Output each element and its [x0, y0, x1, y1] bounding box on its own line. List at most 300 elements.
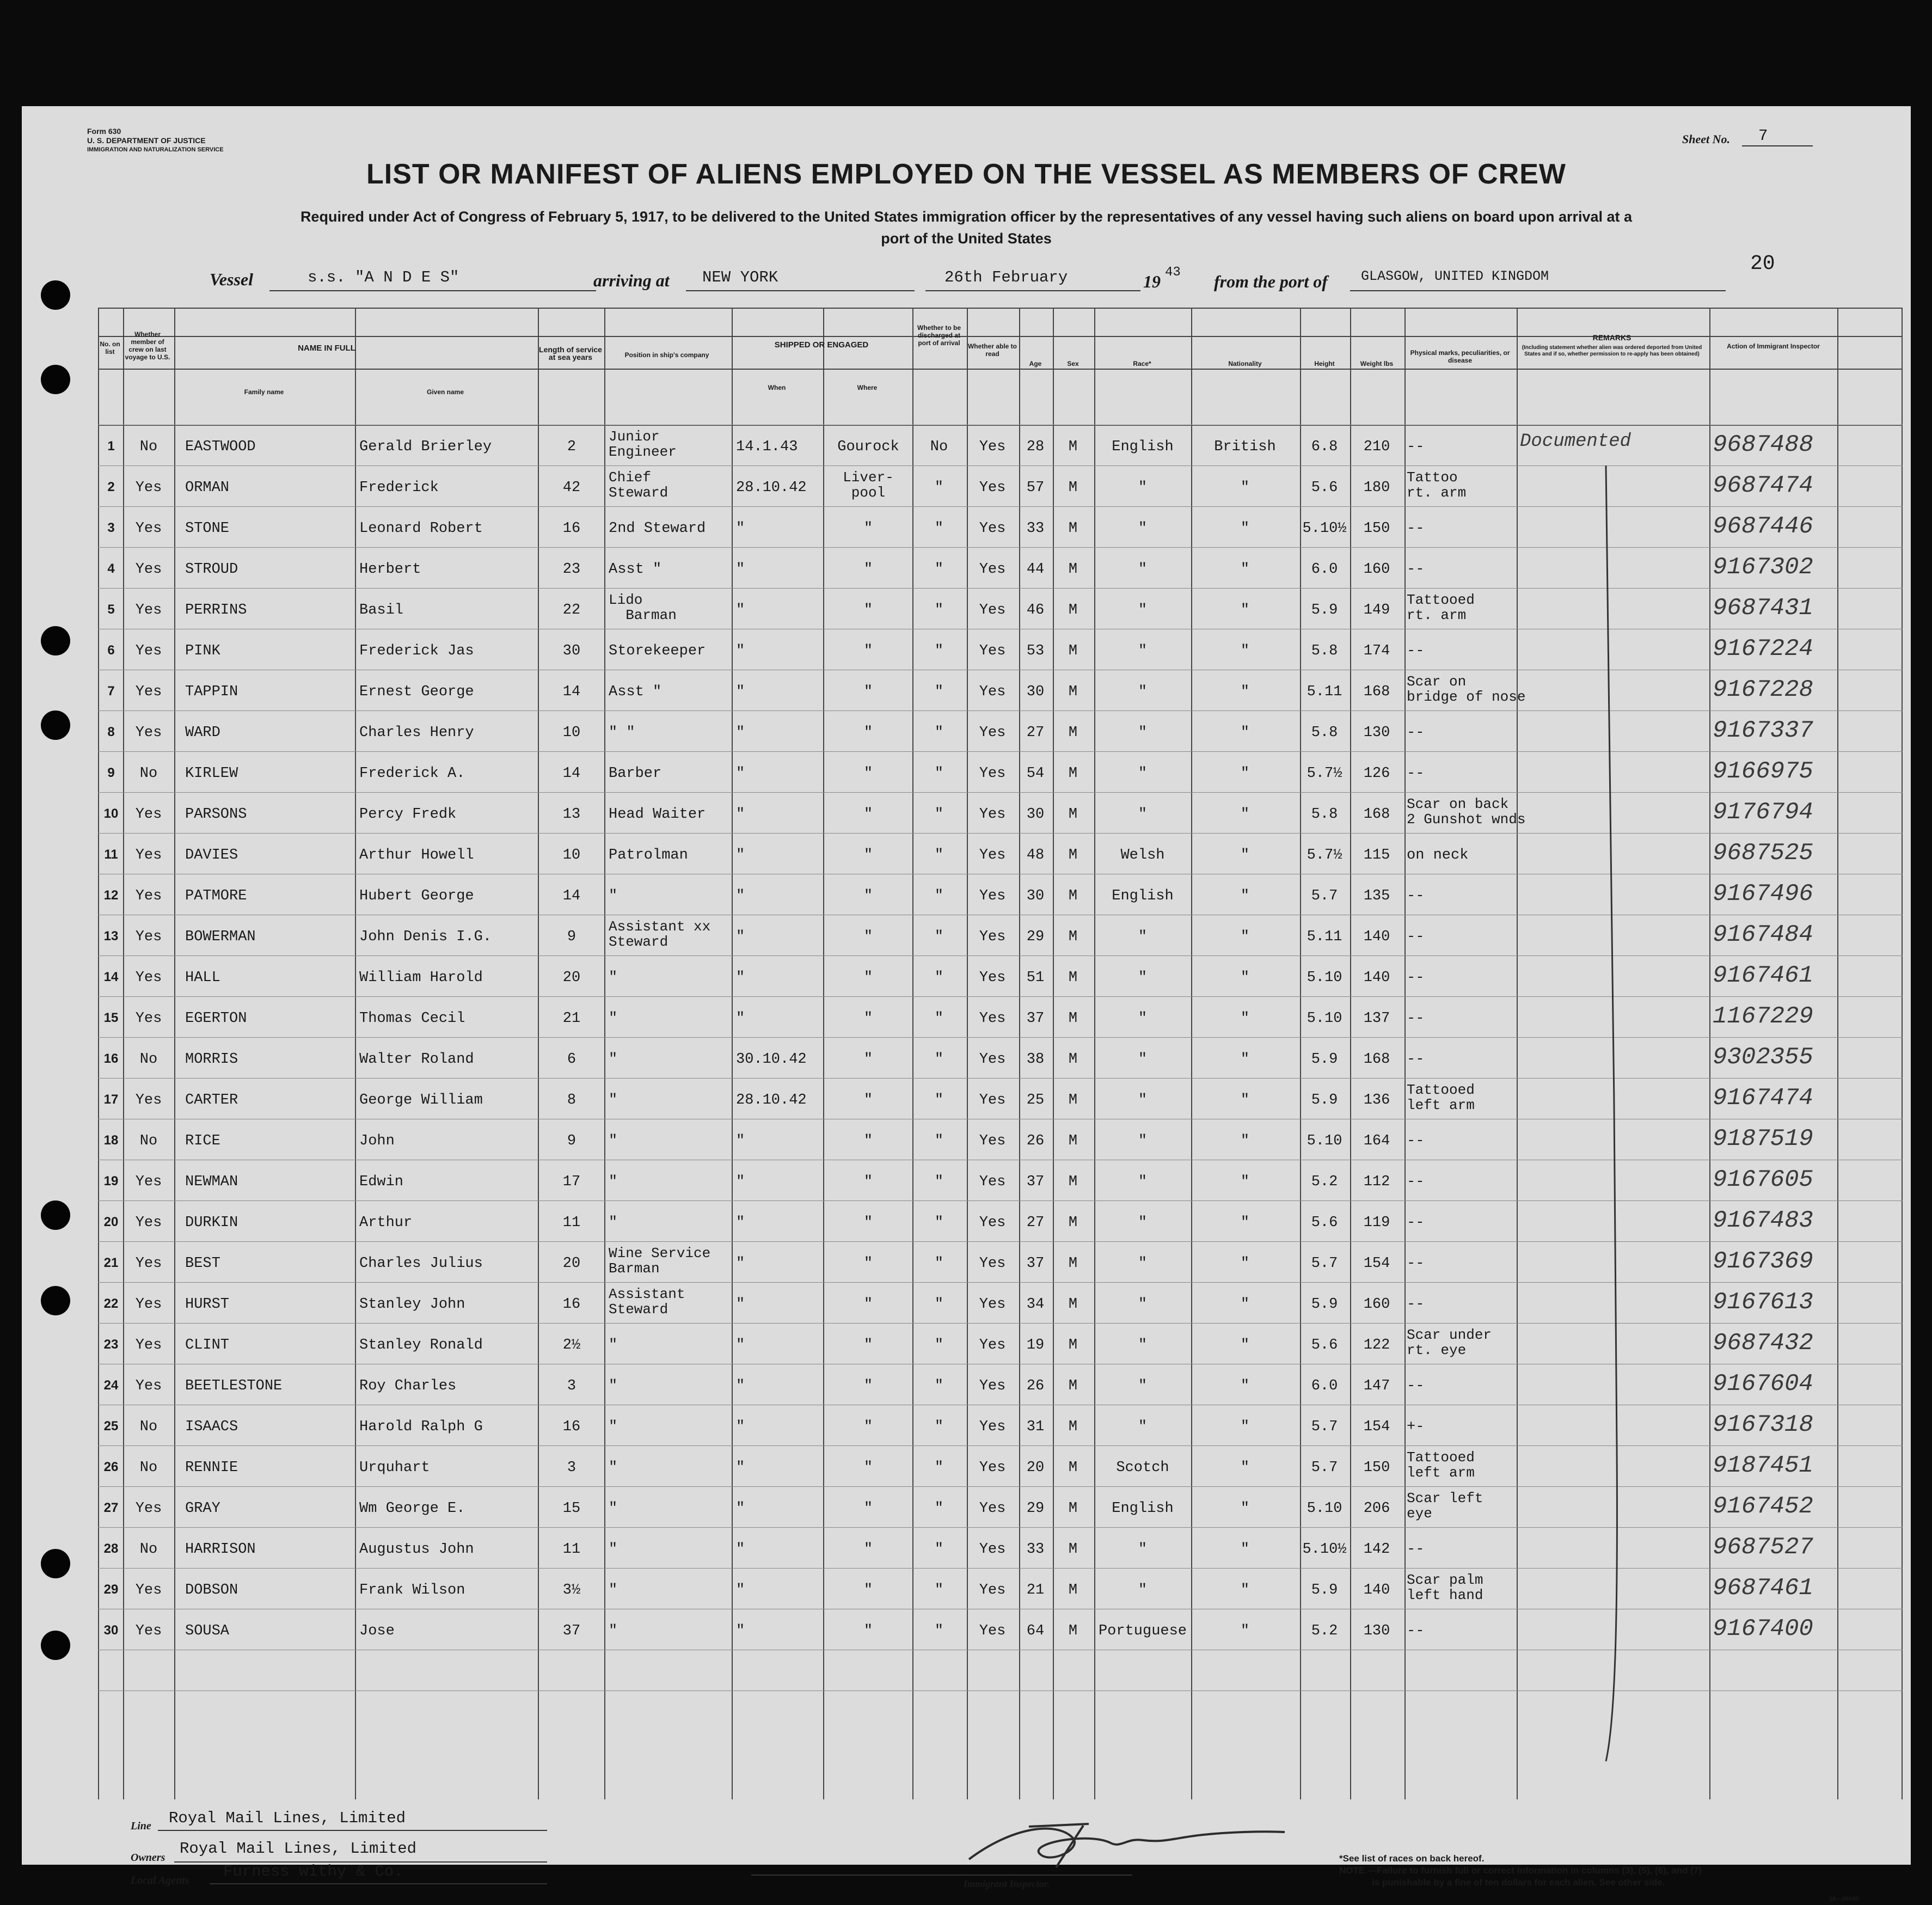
cell-position: Storekeeper	[609, 643, 706, 659]
cell-marks: Tattooed rt. arm	[1407, 592, 1475, 623]
local-agents-value: Furness withy & Co.	[223, 1863, 403, 1881]
cell-marks: --	[1407, 1296, 1425, 1313]
subtitle-line-2: port of the United States	[881, 230, 1052, 247]
cell-given: Gerald Brierley	[359, 439, 492, 455]
cell-when: "	[736, 806, 745, 823]
cell-race: Welsh	[1120, 847, 1165, 863]
cell-age: 29	[1026, 929, 1045, 945]
cell-height: 5.8	[1311, 725, 1338, 741]
cell-read: Yes	[979, 1419, 1006, 1435]
cell-given: John Denis I.G.	[359, 929, 492, 945]
cell-last: Yes	[135, 929, 162, 945]
cell-height: 5.7	[1311, 888, 1338, 904]
cell-last: No	[139, 1541, 158, 1558]
cell-weight: 119	[1363, 1215, 1390, 1231]
cell-marks: --	[1407, 888, 1425, 904]
cell-family: STROUD	[185, 561, 238, 578]
cell-years: 3	[567, 1378, 576, 1394]
punch-hole	[41, 626, 70, 656]
cell-sex: M	[1068, 1010, 1078, 1027]
cell-race: "	[1138, 1337, 1148, 1353]
cell-sex: M	[1068, 561, 1078, 578]
cell-family: EGERTON	[185, 1010, 247, 1027]
cell-action: 9167318	[1713, 1411, 1813, 1438]
header-race: Race*	[1133, 360, 1151, 367]
header-discharged: Whether to be discharged at port of arrival	[917, 324, 961, 347]
cell-when: "	[736, 561, 745, 578]
cell-weight: 122	[1363, 1337, 1390, 1353]
cell-race: "	[1138, 1296, 1148, 1313]
cell-marks: --	[1407, 1378, 1425, 1394]
cell-discharged: "	[934, 480, 944, 496]
cell-given: Augustus John	[359, 1541, 474, 1558]
cell-years: 14	[562, 888, 581, 904]
cell-race: "	[1138, 1378, 1148, 1394]
cell-no: 26	[103, 1460, 119, 1474]
cell-when: "	[736, 970, 745, 986]
cell-given: Charles Julius	[359, 1255, 483, 1272]
cell-action: 9167461	[1713, 962, 1813, 989]
cell-given: Frederick	[359, 480, 439, 496]
cell-age: 19	[1026, 1337, 1045, 1353]
header-sex: Sex	[1067, 360, 1079, 367]
cell-where: "	[863, 1133, 873, 1149]
cell-sex: M	[1068, 1092, 1078, 1108]
cell-sex: M	[1068, 1623, 1078, 1639]
cell-race: English	[1112, 439, 1174, 455]
cell-read: Yes	[979, 1378, 1006, 1394]
cell-family: PERRINS	[185, 602, 247, 618]
cell-no: 18	[103, 1133, 119, 1148]
cell-nationality: "	[1240, 1174, 1250, 1190]
cell-weight: 168	[1363, 1051, 1390, 1068]
cell-family: PATMORE	[185, 888, 247, 904]
cell-when: 28.10.42	[736, 1092, 807, 1108]
cell-sex: M	[1068, 439, 1078, 455]
cell-age: 46	[1026, 602, 1045, 618]
cell-weight: 206	[1363, 1500, 1390, 1517]
cell-no: 10	[103, 806, 119, 821]
cell-given: John	[359, 1133, 395, 1149]
vessel-name: s.s. "A N D E S"	[308, 268, 459, 286]
cell-last: No	[139, 1460, 158, 1476]
cell-where: "	[863, 1255, 873, 1272]
header-name-in-full: NAME IN FULL	[298, 344, 355, 353]
cell-read: Yes	[979, 480, 1006, 496]
cell-weight: 130	[1363, 1623, 1390, 1639]
cell-given: George William	[359, 1092, 483, 1108]
cell-height: 5.10	[1307, 1133, 1342, 1149]
cell-nationality: "	[1240, 561, 1250, 578]
header-age: Age	[1029, 360, 1042, 367]
cell-no: 27	[103, 1500, 119, 1515]
cell-years: 14	[562, 765, 581, 782]
cell-no: 30	[103, 1623, 119, 1638]
cell-position: "	[609, 1051, 618, 1068]
cell-age: 28	[1026, 439, 1045, 455]
cell-discharged: "	[934, 1255, 944, 1272]
cell-family: TAPPIN	[185, 684, 238, 700]
cell-family: NEWMAN	[185, 1174, 238, 1190]
cell-height: 5.7½	[1307, 847, 1342, 863]
cell-weight: 137	[1363, 1010, 1390, 1027]
cell-marks: Scar palm left hand	[1407, 1572, 1483, 1603]
cell-years: 23	[562, 561, 581, 578]
cell-weight: 140	[1363, 970, 1390, 986]
punch-hole	[41, 710, 70, 740]
header-remarks-note: (Including statement whether alien was ordered deported from United States and if so, whether permission to re-apply has been obtained)	[1522, 345, 1702, 357]
cell-no: 16	[103, 1051, 119, 1066]
cell-height: 5.7	[1311, 1255, 1338, 1272]
cell-marks: --	[1407, 1215, 1425, 1231]
header-weight: Weight lbs	[1360, 360, 1394, 367]
cell-read: Yes	[979, 1133, 1006, 1149]
cell-no: 17	[103, 1092, 119, 1107]
cell-read: Yes	[979, 643, 1006, 659]
cell-discharged: "	[934, 602, 944, 618]
cell-age: 37	[1026, 1010, 1045, 1027]
cell-marks: --	[1407, 561, 1425, 578]
cell-marks: --	[1407, 1174, 1425, 1190]
cell-nationality: "	[1240, 1419, 1250, 1435]
cell-position: "	[609, 1092, 618, 1108]
arriving-port: NEW YORK	[702, 268, 778, 286]
cell-position: "	[609, 1623, 618, 1639]
header-height: Height	[1314, 360, 1335, 367]
penalty-note-2: is punishable by a fine of ten dollars for each alien. See other side.	[1372, 1877, 1665, 1888]
cell-position: " "	[609, 725, 635, 741]
cell-height: 5.10	[1307, 970, 1342, 986]
cell-discharged: "	[934, 888, 944, 904]
cell-where: "	[863, 1337, 873, 1353]
cell-when: "	[736, 765, 745, 782]
cell-where: "	[863, 1174, 873, 1190]
cell-nationality: "	[1240, 1582, 1250, 1598]
header-nationality: Nationality	[1228, 360, 1262, 367]
cell-discharged: "	[934, 1541, 944, 1558]
cell-last: No	[139, 1419, 158, 1435]
header-shipped-engaged: SHIPPED OR ENGAGED	[774, 340, 869, 350]
cell-position: "	[609, 970, 618, 986]
cell-years: 6	[567, 1051, 576, 1068]
department-name: U. S. DEPARTMENT OF JUSTICE	[87, 136, 206, 145]
cell-height: 5.6	[1311, 1215, 1338, 1231]
cell-discharged: "	[934, 1010, 944, 1027]
cell-action: 9167400	[1713, 1615, 1813, 1643]
cell-action: 9687461	[1713, 1575, 1813, 1602]
cell-sex: M	[1068, 1174, 1078, 1190]
cell-nationality: "	[1240, 602, 1250, 618]
cell-no: 7	[107, 684, 115, 699]
cell-given: Walter Roland	[359, 1051, 474, 1068]
cell-read: Yes	[979, 1051, 1006, 1068]
crew-table	[98, 308, 1903, 1799]
cell-last: Yes	[135, 1500, 162, 1517]
cell-read: Yes	[979, 1174, 1006, 1190]
cell-race: "	[1138, 480, 1148, 496]
cell-position: 2nd Steward	[609, 520, 706, 537]
cell-where: "	[863, 1500, 873, 1517]
cell-where: "	[863, 970, 873, 986]
cell-race: English	[1112, 1500, 1174, 1517]
cell-weight: 126	[1363, 765, 1390, 782]
cell-where: "	[863, 602, 873, 618]
cell-discharged: "	[934, 1378, 944, 1394]
cell-given: Stanley Ronald	[359, 1337, 483, 1353]
cell-race: "	[1138, 970, 1148, 986]
cell-race: English	[1112, 888, 1174, 904]
cell-years: 20	[562, 970, 581, 986]
cell-family: CLINT	[185, 1337, 230, 1353]
cell-position: Asst "	[609, 561, 662, 578]
cell-when: "	[736, 1541, 745, 1558]
cell-years: 17	[562, 1174, 581, 1190]
cell-nationality: "	[1240, 1255, 1250, 1272]
cell-height: 5.11	[1307, 684, 1342, 700]
cell-position: "	[609, 1582, 618, 1598]
cell-family: CARTER	[185, 1092, 238, 1108]
cell-race: "	[1138, 765, 1148, 782]
cell-nationality: "	[1240, 1092, 1250, 1108]
cell-weight: 154	[1363, 1255, 1390, 1272]
cell-weight: 154	[1363, 1419, 1390, 1435]
cell-height: 5.7	[1311, 1460, 1338, 1476]
cell-where: "	[863, 765, 873, 782]
cell-given: Frederick A.	[359, 765, 465, 782]
cell-read: Yes	[979, 561, 1006, 578]
cell-where: "	[863, 725, 873, 741]
cell-sex: M	[1068, 1051, 1078, 1068]
cell-when: "	[736, 602, 745, 618]
cell-where: "	[863, 1051, 873, 1068]
cell-race: "	[1138, 1541, 1148, 1558]
cell-race: Portuguese	[1098, 1623, 1187, 1639]
cell-last: Yes	[135, 602, 162, 618]
cell-years: 11	[562, 1215, 581, 1231]
line-label: Line	[131, 1820, 151, 1832]
punch-hole	[41, 1549, 70, 1578]
cell-where: "	[863, 643, 873, 659]
cell-age: 34	[1026, 1296, 1045, 1313]
cell-sex: M	[1068, 1419, 1078, 1435]
cell-marks: Tattoo rt. arm	[1407, 469, 1467, 501]
cell-action: 9167224	[1713, 635, 1813, 663]
cell-read: Yes	[979, 1337, 1006, 1353]
cell-discharged: "	[934, 520, 944, 537]
cell-weight: 150	[1363, 1460, 1390, 1476]
cell-family: DOBSON	[185, 1582, 238, 1598]
cell-sex: M	[1068, 806, 1078, 823]
cell-weight: 135	[1363, 888, 1390, 904]
cell-when: "	[736, 1296, 745, 1313]
cell-discharged: "	[934, 847, 944, 863]
cell-nationality: "	[1240, 1215, 1250, 1231]
cell-given: Roy Charles	[359, 1378, 457, 1394]
cell-no: 3	[107, 520, 115, 535]
cell-family: BEST	[185, 1255, 220, 1272]
cell-years: 37	[562, 1623, 581, 1639]
cell-action: 9166975	[1713, 758, 1813, 785]
cell-read: Yes	[979, 847, 1006, 863]
cell-when: "	[736, 520, 745, 537]
cell-no: 1	[107, 439, 115, 454]
cell-no: 5	[107, 602, 115, 617]
cell-race: "	[1138, 1092, 1148, 1108]
header-position: Position in ship's company	[624, 351, 709, 359]
cell-race: "	[1138, 602, 1148, 618]
cell-sex: M	[1068, 1582, 1078, 1598]
cell-when: "	[736, 1255, 745, 1272]
cell-no: 29	[103, 1582, 119, 1597]
cell-when: "	[736, 1623, 745, 1639]
cell-weight: 174	[1363, 643, 1390, 659]
header-no-on-list: No. on list	[100, 340, 120, 356]
cell-when: 28.10.42	[736, 480, 807, 496]
cell-marks: --	[1407, 1255, 1425, 1272]
manifest-sheet	[22, 106, 1911, 1902]
cell-position: "	[609, 888, 618, 904]
cell-no: 11	[104, 847, 118, 862]
cell-discharged: "	[934, 1419, 944, 1435]
cell-position: Lido Barman	[609, 592, 677, 623]
cell-where: "	[863, 1623, 873, 1639]
cell-age: 53	[1026, 643, 1045, 659]
cell-action: 1167229	[1713, 1003, 1813, 1030]
cell-nationality: "	[1240, 480, 1250, 496]
cell-where: "	[863, 1092, 873, 1108]
cell-marks: --	[1407, 1010, 1425, 1027]
cell-discharged: No	[930, 439, 948, 455]
cell-when: "	[736, 1010, 745, 1027]
cell-where: "	[863, 847, 873, 863]
cell-age: 64	[1026, 1623, 1045, 1639]
cell-when: "	[736, 847, 745, 863]
cell-action: 9687446	[1713, 513, 1813, 540]
cell-action: 9167228	[1713, 676, 1813, 703]
cell-age: 21	[1026, 1582, 1045, 1598]
cell-age: 33	[1026, 520, 1045, 537]
cell-position: Barber	[609, 765, 662, 782]
cell-where: "	[863, 929, 873, 945]
cell-years: 2	[567, 439, 576, 455]
cell-weight: 130	[1363, 725, 1390, 741]
cell-race: "	[1138, 1255, 1148, 1272]
cell-age: 30	[1026, 684, 1045, 700]
cell-discharged: "	[934, 1174, 944, 1190]
cell-when: "	[736, 1460, 745, 1476]
cell-where: Liver- pool	[843, 469, 894, 501]
cell-where: "	[863, 1582, 873, 1598]
cell-height: 5.2	[1311, 1623, 1338, 1639]
cell-position: Patrolman	[609, 847, 688, 863]
cell-action: 9167604	[1713, 1370, 1813, 1398]
cell-weight: 140	[1363, 929, 1390, 945]
cell-marks: Scar under rt. eye	[1407, 1327, 1492, 1358]
header-when: When	[768, 384, 786, 391]
cell-marks: --	[1407, 1623, 1425, 1639]
cell-age: 37	[1026, 1174, 1045, 1190]
cell-discharged: "	[934, 1460, 944, 1476]
cell-race: Scotch	[1116, 1460, 1169, 1476]
cell-read: Yes	[979, 1623, 1006, 1639]
cell-where: "	[863, 1419, 873, 1435]
punch-hole	[41, 1200, 70, 1230]
year-suffix: 43	[1165, 265, 1181, 280]
cell-marks: --	[1407, 725, 1425, 741]
subtitle-line-1: Required under Act of Congress of February 5, 1917, to be delivered to the United States immigration officer by the representatives of any vessel having such aliens on board upon arrival at a	[300, 209, 1633, 225]
cell-read: Yes	[979, 602, 1006, 618]
owners-value: Royal Mail Lines, Limited	[180, 1840, 417, 1858]
cell-given: Leonard Robert	[359, 520, 483, 537]
cell-action: 9687488	[1713, 431, 1813, 458]
cell-age: 54	[1026, 765, 1045, 782]
service-name: IMMIGRATION AND NATURALIZATION SERVICE	[87, 146, 224, 153]
cell-nationality: "	[1240, 1133, 1250, 1149]
cell-weight: 142	[1363, 1541, 1390, 1558]
form-number: Form 630	[87, 127, 121, 136]
cell-position: "	[609, 1337, 618, 1353]
cell-last: Yes	[135, 806, 162, 823]
cell-read: Yes	[979, 1500, 1006, 1517]
cell-nationality: "	[1240, 725, 1250, 741]
cell-nationality: "	[1240, 1500, 1250, 1517]
cell-no: 25	[103, 1419, 119, 1434]
cell-no: 12	[103, 888, 119, 903]
cell-last: Yes	[135, 1337, 162, 1353]
cell-family: RICE	[185, 1133, 220, 1149]
cell-action: 9167605	[1713, 1166, 1813, 1193]
cell-race: "	[1138, 1582, 1148, 1598]
cell-given: Frank Wilson	[359, 1582, 465, 1598]
cell-nationality: British	[1214, 439, 1276, 455]
cell-action: 9167302	[1713, 554, 1813, 581]
cell-family: DAVIES	[185, 847, 238, 863]
cell-age: 38	[1026, 1051, 1045, 1068]
cell-no: 9	[107, 765, 115, 780]
cell-years: 15	[562, 1500, 581, 1517]
cell-height: 6.8	[1311, 439, 1338, 455]
cell-marks: Scar on back 2 Gunshot wnds	[1407, 796, 1526, 828]
cell-nationality: "	[1240, 929, 1250, 945]
header-length-of-service: Length of service at sea years	[539, 345, 602, 362]
cell-years: 9	[567, 1133, 576, 1149]
cell-height: 5.7½	[1307, 765, 1342, 782]
cell-weight: 149	[1363, 602, 1390, 618]
cell-action: 9167484	[1713, 921, 1813, 948]
cell-age: 33	[1026, 1541, 1045, 1558]
cell-nationality: "	[1240, 847, 1250, 863]
cell-years: 3	[567, 1460, 576, 1476]
cell-given: Arthur Howell	[359, 847, 474, 863]
cell-years: 9	[567, 929, 576, 945]
cell-last: Yes	[135, 480, 162, 496]
cell-given: Stanley John	[359, 1296, 465, 1313]
cell-marks: --	[1407, 643, 1425, 659]
cell-race: "	[1138, 520, 1148, 537]
cell-discharged: "	[934, 806, 944, 823]
cell-age: 30	[1026, 888, 1045, 904]
cell-age: 27	[1026, 725, 1045, 741]
cell-weight: 112	[1363, 1174, 1390, 1190]
cell-weight: 136	[1363, 1092, 1390, 1108]
cell-age: 37	[1026, 1255, 1045, 1272]
cell-read: Yes	[979, 1255, 1006, 1272]
cell-age: 27	[1026, 1215, 1045, 1231]
cell-sex: M	[1068, 1378, 1078, 1394]
cell-position: "	[609, 1500, 618, 1517]
cell-read: Yes	[979, 684, 1006, 700]
cell-family: PINK	[185, 643, 220, 659]
